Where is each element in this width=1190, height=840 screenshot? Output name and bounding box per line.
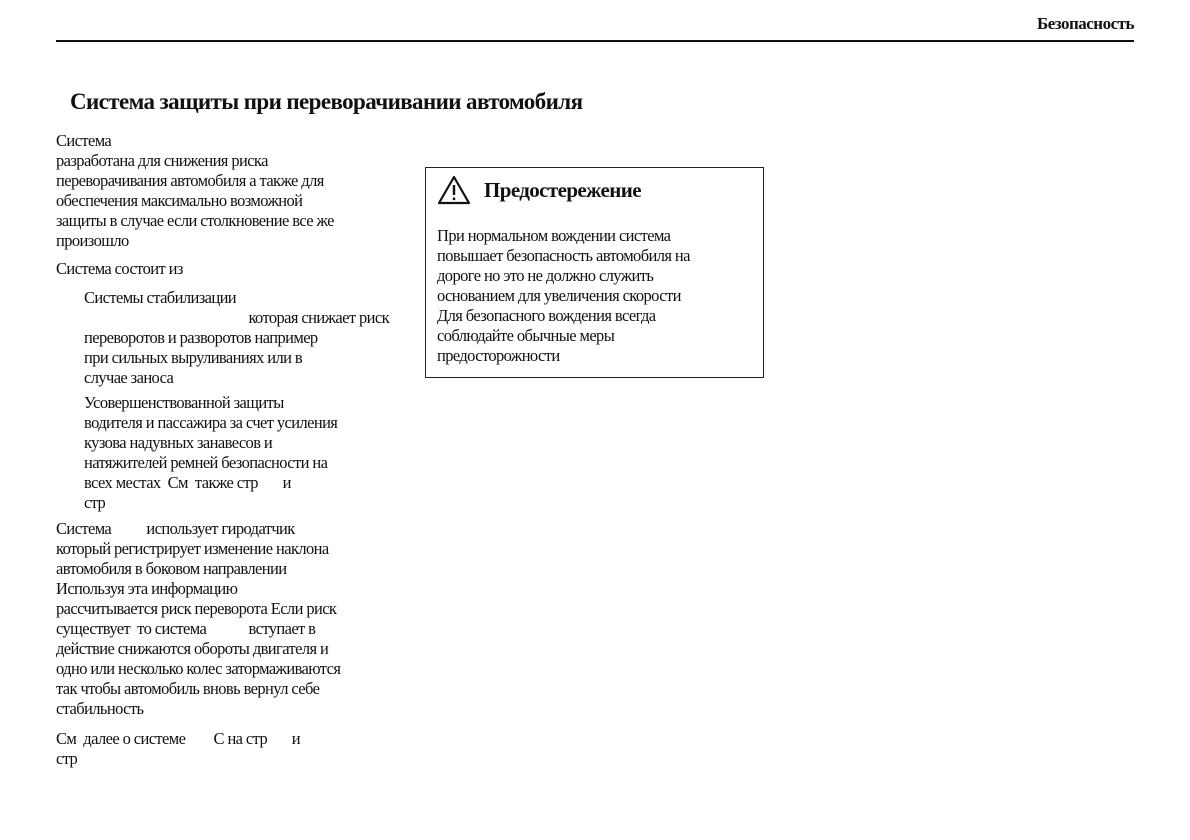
text-line: дороге но это не должно служить xyxy=(437,266,654,285)
text-line: разработана для снижения риска xyxy=(56,151,268,170)
text-line: рассчитывается риск переворота Если риск xyxy=(56,599,337,618)
text-line: предосторожности xyxy=(437,346,560,365)
text-line: которая снижает риск xyxy=(248,308,389,327)
text-line: произошло xyxy=(56,231,129,250)
warning-text xyxy=(437,226,757,366)
text-line: обеспечения максимально возможной xyxy=(56,191,303,210)
text-line: основанием для увеличения скорости xyxy=(437,286,681,305)
warning-title: Предостережение xyxy=(484,178,641,202)
section-header-title: Безопасность xyxy=(1036,14,1134,33)
text-line: При нормальном вождении система xyxy=(437,226,671,245)
text-line: стабильность xyxy=(56,699,144,718)
text-line: кузова надувных занавесов и xyxy=(84,433,273,452)
text-line: автомобиля в боковом направлении xyxy=(56,559,287,578)
list-item-stabilization xyxy=(56,288,401,388)
text-line: переворачивания автомобиля а также для xyxy=(56,171,324,190)
text-line: всех местах См также стр и xyxy=(84,473,291,492)
text-line: См далее о системе С на стр и xyxy=(56,729,301,748)
text-line: действие снижаются обороты двигателя и xyxy=(56,639,329,658)
text-line: Для безопасного вождения всегда xyxy=(437,306,656,325)
text-line: Усовершенствованной защиты xyxy=(84,393,284,412)
reference-paragraph xyxy=(56,729,401,769)
text-line: натяжителей ремней безопасности на xyxy=(84,453,328,472)
text-line: водителя и пассажира за счет усиления xyxy=(84,413,338,432)
text-line: при сильных выруливаниях или в xyxy=(84,348,303,367)
text-line: который регистрирует изменение наклона xyxy=(56,539,329,558)
header-divider xyxy=(56,40,1134,42)
list-item-protection xyxy=(56,393,401,513)
text-line: переворотов и разворотов например xyxy=(84,328,318,347)
intro-paragraph xyxy=(56,131,401,251)
warning-triangle-icon xyxy=(437,175,471,205)
text-line: защиты в случае если столкновение все же xyxy=(56,211,334,230)
text-line: случае заноса xyxy=(84,368,174,387)
text-line: одно или несколько колес затормаживаются xyxy=(56,659,341,678)
page-title: Система защиты при переворачивании автомобиля xyxy=(70,89,583,114)
left-text-column xyxy=(56,131,401,769)
gyro-paragraph xyxy=(56,519,401,719)
text-line: Система использует гиродатчик xyxy=(56,519,295,538)
text-line: повышает безопасность автомобиля на xyxy=(437,246,690,265)
text-line: Система xyxy=(56,131,112,150)
warning-box xyxy=(425,167,764,378)
text-line: стр xyxy=(84,493,106,512)
text-line: Системы стабилизации xyxy=(84,288,237,307)
text-line: Используя эта информацию xyxy=(56,579,238,598)
text-line: соблюдайте обычные меры xyxy=(437,326,615,345)
text-line: существует то система вступает в xyxy=(56,619,316,638)
text-line: так чтобы автомобиль вновь вернул себе xyxy=(56,679,320,698)
text-line: стр xyxy=(56,749,78,768)
composition-paragraph: Система состоит из xyxy=(56,259,183,278)
